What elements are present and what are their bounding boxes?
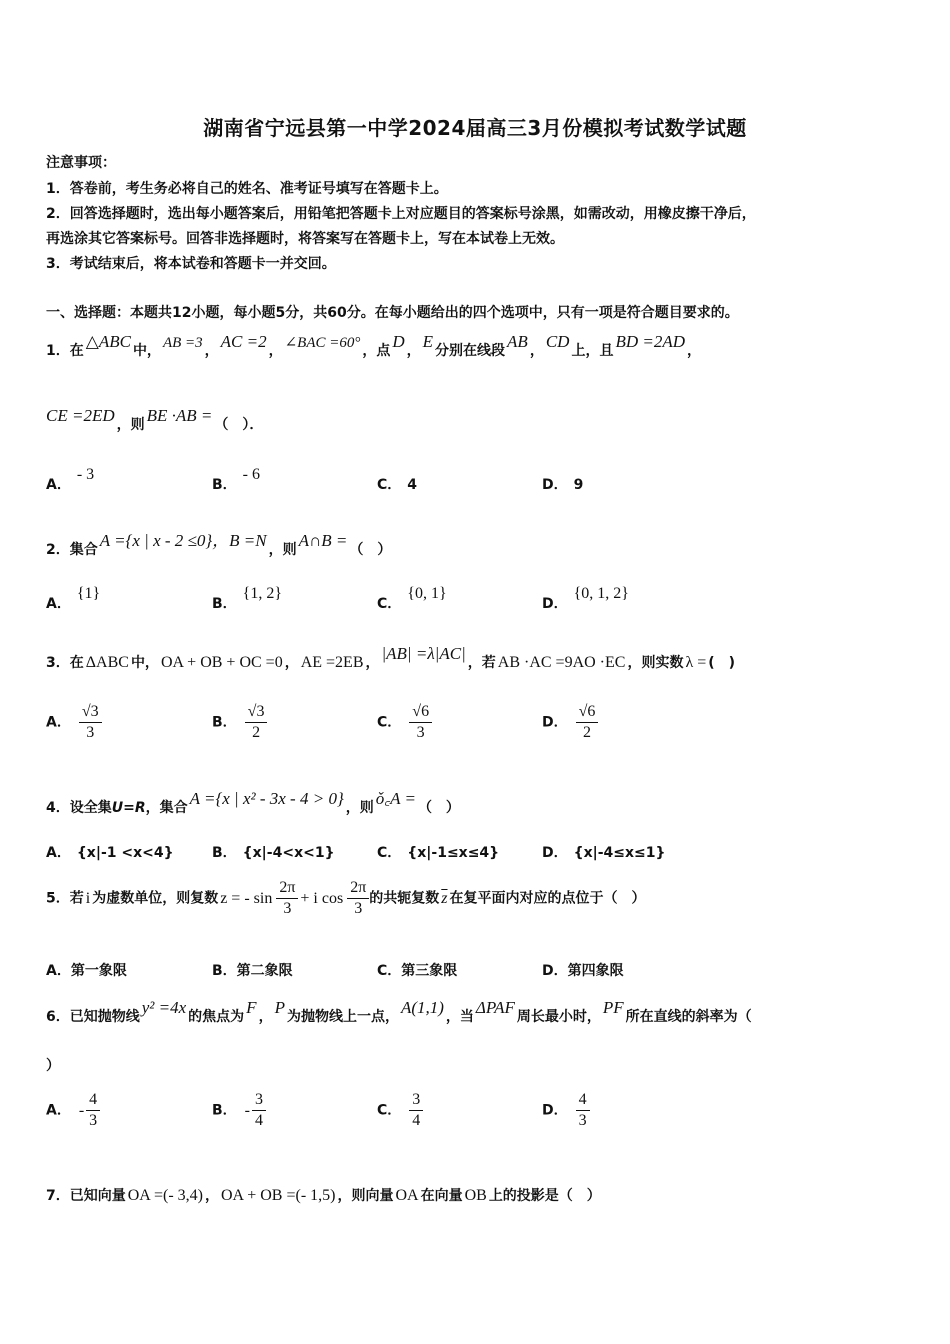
option-label: D． — [542, 1102, 568, 1119]
q2-option-b[interactable] — [212, 585, 283, 613]
fraction-numerator: 3 — [252, 1090, 266, 1111]
q5-text: 在复平面内对应的点位于（ ） — [449, 890, 646, 907]
q1-math: AB — [507, 332, 528, 351]
q1-text: 上，且 — [571, 343, 614, 359]
exam-title: 湖南省宁远县第一中学2024届高三3月份模拟考试数学试题 — [203, 116, 747, 140]
fraction-numerator: 4 — [86, 1090, 100, 1111]
q2-text: 2．集合 — [46, 542, 98, 558]
q4-math: A ={x | x² - 3x - 4 > 0} — [189, 789, 344, 808]
option-label: A． — [46, 714, 71, 731]
q5-option-d[interactable] — [542, 960, 624, 980]
q7-math: OA — [395, 1187, 419, 1204]
q3-text: 3．在 — [46, 655, 84, 671]
option-value: {1, 2} — [242, 585, 283, 602]
q1-text: 1．在 — [46, 343, 84, 359]
q1-text: ， — [268, 343, 283, 359]
note-item-2-cont: 再选涂其它答案标号。回答非选择题时，将答案写在答题卡上，写在本试卷上无效。 — [46, 231, 564, 247]
q3-option-b[interactable] — [212, 702, 267, 743]
option-value: {x|-1≤x≤4} — [407, 845, 500, 861]
option-value: 第一象限 — [70, 963, 127, 979]
q4-math: ǒ꜀A = — [375, 789, 416, 808]
q5-math: + i cos — [300, 889, 344, 907]
option-label: A． — [46, 477, 71, 493]
fraction — [252, 1090, 266, 1131]
q6-option-a[interactable] — [46, 1090, 100, 1131]
option-label: B． — [212, 596, 237, 612]
q1-math: ∠BAC =60° — [284, 335, 361, 351]
q1-math: AC =2 — [220, 332, 267, 351]
q2-option-d[interactable] — [542, 585, 629, 613]
fraction — [409, 702, 432, 743]
fraction-denominator: 4 — [255, 1112, 263, 1129]
q4-option-b[interactable] — [212, 842, 335, 862]
fraction — [79, 702, 102, 743]
q5-math: z = - sin — [220, 889, 273, 907]
fraction — [409, 1090, 423, 1131]
q6-math: y² =4x — [141, 998, 187, 1017]
q1-math: E — [422, 332, 434, 351]
q3-option-d[interactable] — [542, 702, 598, 743]
question-1-cont — [46, 406, 264, 434]
q6-text: 6．已知抛物线 — [46, 1009, 140, 1025]
q2-math: A ={x | x - 2 ≤0}，B =N — [99, 531, 267, 550]
q4-text: U=R — [111, 800, 146, 816]
q6-math: A(1,1) — [400, 998, 444, 1017]
q3-math: OA + OB + OC =0 — [160, 654, 283, 671]
q7-math: OA =(- 3,4) — [127, 1187, 203, 1204]
option-value: - 3 — [76, 466, 95, 483]
q6-math: F — [246, 998, 257, 1017]
fraction-denominator: 4 — [412, 1112, 421, 1129]
q7-text: ， — [204, 1188, 219, 1204]
fraction — [86, 1090, 100, 1131]
q2-math: A∩B = — [298, 531, 348, 550]
option-label: D． — [542, 714, 568, 731]
note-item-3: 3．考试结束后，将本试卷和答题卡一并交回。 — [46, 256, 336, 272]
question-2 — [46, 531, 392, 559]
fraction — [347, 878, 369, 919]
q3-text: ， — [284, 655, 299, 671]
q1-text: （ ）． — [214, 417, 264, 433]
fraction-numerator: √6 — [409, 702, 432, 723]
q3-text: ，则实数 — [627, 655, 684, 671]
option-label: B． — [212, 1102, 237, 1119]
q1-text: ， — [687, 343, 701, 359]
option-label: B． — [212, 714, 237, 731]
q5-option-c[interactable] — [377, 960, 457, 980]
option-label: C． — [377, 963, 402, 979]
fraction — [276, 878, 298, 919]
q6-text: 的焦点为 — [188, 1009, 245, 1025]
option-label: C． — [377, 477, 402, 493]
option-value: 第二象限 — [236, 963, 293, 979]
q3-option-a[interactable] — [46, 702, 102, 743]
question-5 — [46, 878, 646, 919]
q1-math: CE =2ED — [46, 406, 115, 425]
fraction-denominator: 3 — [416, 724, 425, 741]
q4-option-d[interactable] — [542, 842, 666, 862]
option-label: B． — [212, 963, 237, 979]
q4-option-a[interactable] — [46, 842, 174, 862]
q4-text: （ ） — [417, 800, 460, 816]
q4-text: ，则 — [345, 800, 374, 816]
option-label: A． — [46, 963, 71, 979]
q3-math: AB ·AC =9AO ·EC — [497, 654, 626, 671]
fraction-denominator: 3 — [354, 900, 363, 917]
q3-math: ΔABC — [85, 654, 129, 671]
q1-text: ， — [406, 343, 421, 359]
option-value: - 6 — [242, 466, 260, 483]
q5-math: i — [85, 889, 91, 907]
q6-math: P — [274, 998, 285, 1017]
fraction-numerator: 4 — [576, 1090, 590, 1111]
fraction-denominator: 3 — [86, 724, 95, 741]
q7-text: 7．已知向量 — [46, 1188, 126, 1204]
fraction-numerator: √6 — [576, 702, 599, 723]
q1-math: △ABC — [85, 332, 131, 351]
fraction — [576, 702, 599, 743]
question-6-cont: ） — [46, 1058, 60, 1074]
option-label: A． — [46, 845, 71, 861]
option-value: {x|-1 <x<4} — [76, 845, 174, 861]
fraction-denominator: 3 — [89, 1112, 98, 1129]
option-label: C． — [377, 596, 402, 612]
question-3 — [46, 644, 736, 672]
question-6 — [46, 998, 752, 1026]
option-value: 第四象限 — [567, 963, 624, 979]
q7-text: ，则向量 — [337, 1188, 394, 1204]
q1-text: ， — [529, 343, 544, 359]
q1-text: 中， — [132, 343, 161, 359]
q6-text: 为抛物线上一点， — [286, 1009, 399, 1025]
q6-option-c[interactable] — [377, 1090, 423, 1131]
option-label: B． — [212, 477, 237, 493]
q4-text: ，集合 — [145, 800, 188, 816]
q4-option-c[interactable] — [377, 842, 499, 862]
q1-option-a[interactable] — [46, 466, 95, 494]
q6-math: ΔPAF — [475, 998, 515, 1017]
option-value: {0, 1, 2} — [573, 585, 629, 602]
fraction-denominator: 3 — [578, 1112, 587, 1129]
q6-text: ， — [258, 1009, 273, 1025]
q3-math: λ = — [685, 654, 707, 671]
option-label: B． — [212, 845, 237, 861]
q5-text: 为虚数单位，则复数 — [92, 890, 219, 907]
q3-math: AE =2EB — [300, 654, 364, 671]
q1-text: ，则 — [116, 417, 145, 433]
q1-text: ， — [204, 343, 219, 359]
q1-math: CD — [545, 332, 570, 351]
fraction-numerator: 3 — [409, 1090, 423, 1111]
option-sign: - — [78, 1101, 85, 1119]
option-label: D． — [542, 596, 568, 612]
q7-text: 上的投影是（ ） — [488, 1188, 601, 1204]
question-4 — [46, 789, 460, 817]
fraction-numerator: 2π — [276, 878, 298, 899]
option-label: D． — [542, 477, 568, 493]
q5-option-b[interactable] — [212, 960, 293, 980]
fraction-numerator: √3 — [245, 702, 268, 723]
q5-text: 5．若 — [46, 890, 84, 907]
q1-math: AB =3 — [162, 335, 203, 351]
q2-text: ，则 — [268, 542, 297, 558]
option-value: {x|-4<x<1} — [242, 845, 335, 861]
option-label: D． — [542, 845, 568, 861]
fraction-numerator: √3 — [79, 702, 102, 723]
q5-option-a[interactable] — [46, 960, 127, 980]
q7-math: OA + OB =(- 1,5) — [220, 1187, 336, 1204]
q3-text: ， — [365, 655, 380, 671]
option-value: {1} — [76, 585, 101, 602]
q2-option-c[interactable] — [377, 585, 447, 613]
fraction-denominator: 2 — [252, 724, 261, 741]
q2-text: （ ） — [349, 542, 392, 558]
option-label: D． — [542, 963, 568, 979]
q6-text: 所在直线的斜率为（ — [625, 1009, 752, 1025]
option-value: 9 — [573, 477, 584, 493]
q5-math: $\overline{z}$ — [441, 889, 448, 907]
q1-math: BE ·AB = — [146, 406, 213, 425]
q7-math: OB — [464, 1187, 487, 1204]
q1-option-d[interactable] — [542, 474, 583, 494]
q6-option-d[interactable] — [542, 1090, 590, 1131]
note-item-2: 2．回答选择题时，选出每小题答案后，用铅笔把答题卡上对应题目的答案标号涂黑，如需改动，用橡皮擦干净后， — [46, 206, 756, 222]
fraction-denominator: 3 — [283, 900, 292, 917]
option-label: C． — [377, 845, 402, 861]
q1-math: D — [392, 332, 405, 351]
q3-text: ，若 — [467, 655, 496, 671]
q4-text: 4．设全集 — [46, 800, 112, 816]
option-value: {x|-4≤x≤1} — [573, 845, 666, 861]
fraction — [576, 1090, 590, 1131]
q1-text: 分别在线段 — [435, 343, 506, 359]
q6-option-b[interactable] — [212, 1090, 266, 1131]
question-7 — [46, 1185, 601, 1205]
option-value: 4 — [407, 477, 418, 493]
q5-text: 的共轭复数 — [369, 890, 440, 907]
q6-text: ，当 — [445, 1009, 474, 1025]
q6-text: 周长最小时， — [516, 1009, 601, 1025]
q6-math: PF — [602, 998, 624, 1017]
q3-math: |AB| =λ|AC| — [381, 644, 466, 663]
q2-option-a[interactable] — [46, 585, 101, 613]
q1-text: ，点 — [362, 343, 391, 359]
q1-option-b[interactable] — [212, 466, 260, 494]
note-item-1: 1．答卷前，考生务必将自己的姓名、准考证号填写在答题卡上。 — [46, 181, 448, 197]
option-label: A． — [46, 1102, 71, 1119]
fraction-numerator: 2π — [347, 878, 369, 899]
q3-text: 中， — [130, 655, 159, 671]
fraction-denominator: 2 — [583, 724, 592, 741]
option-label: C． — [377, 1102, 402, 1119]
q3-text: ( ) — [708, 655, 736, 671]
notes-heading: 注意事项： — [46, 155, 116, 171]
option-label: A． — [46, 596, 71, 612]
q3-option-c[interactable] — [377, 702, 432, 743]
option-value: 第三象限 — [401, 963, 458, 979]
fraction — [245, 702, 268, 743]
question-1 — [46, 332, 701, 360]
section-heading: 一、选择题：本题共12小题，每小题5分，共60分。在每小题给出的四个选项中，只有一项是符合题目要求的。 — [46, 305, 739, 321]
q1-math: BD =2AD — [615, 332, 685, 351]
option-sign: - — [244, 1101, 250, 1119]
option-label: C． — [377, 714, 402, 731]
q1-option-c[interactable] — [377, 474, 417, 494]
option-value: {0, 1} — [407, 585, 447, 602]
q7-text: 在向量 — [420, 1188, 463, 1204]
